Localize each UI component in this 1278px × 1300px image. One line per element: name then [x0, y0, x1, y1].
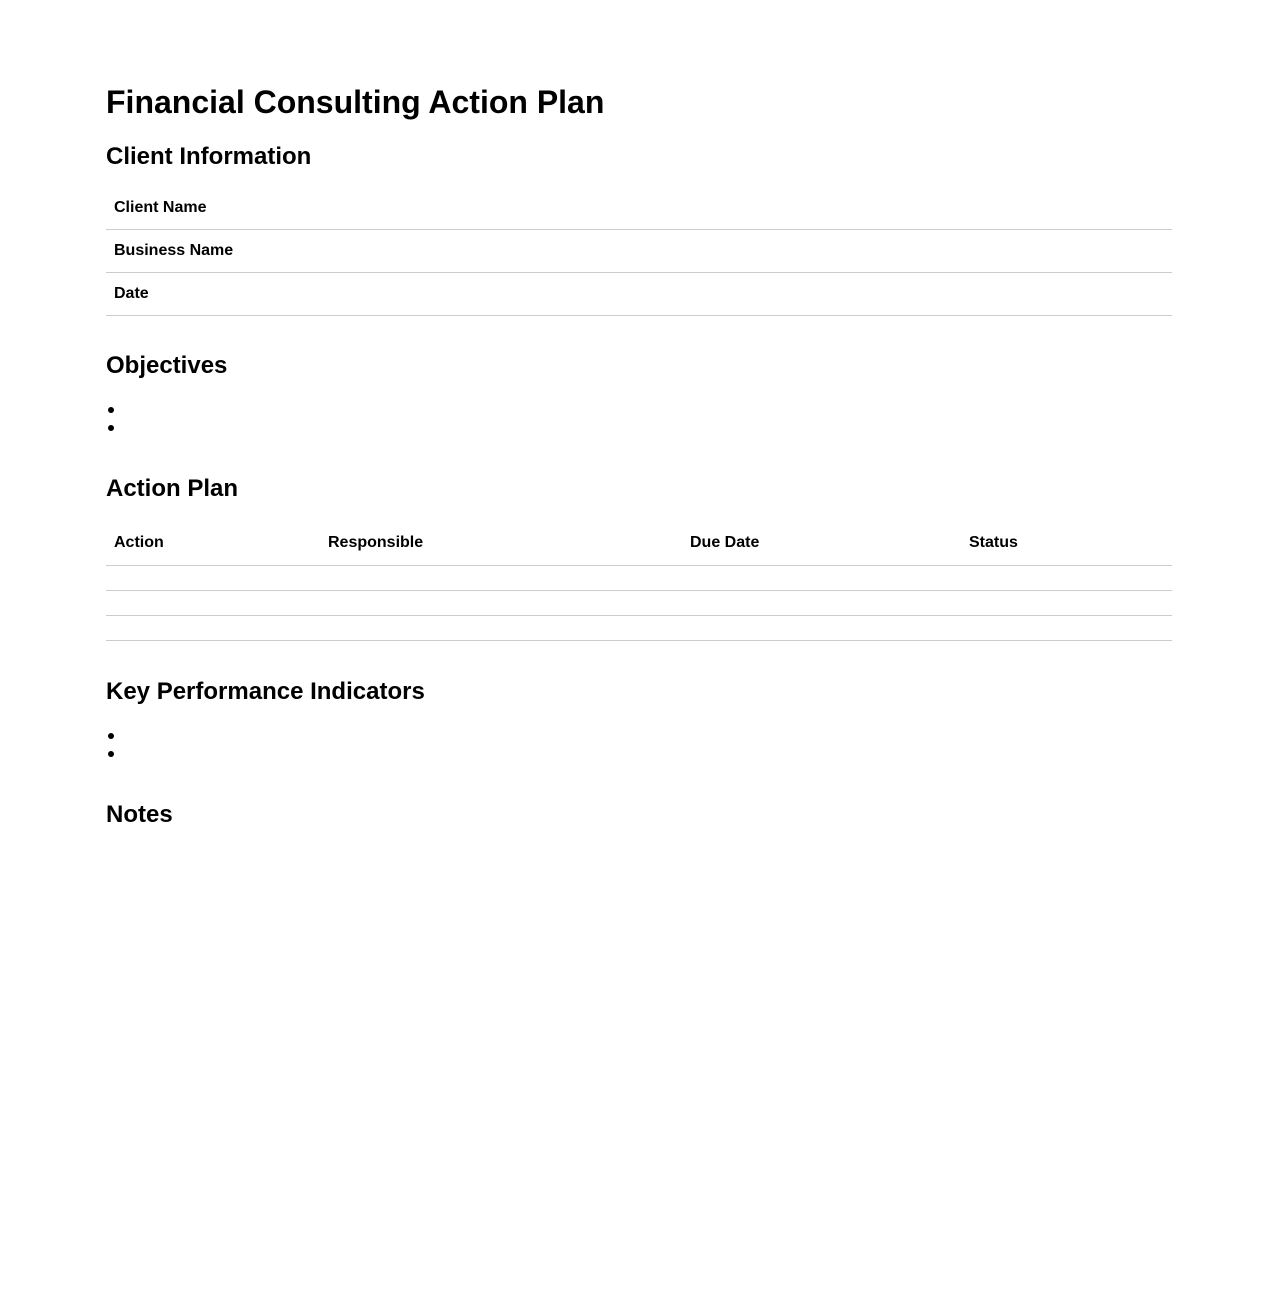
bullet-icon: [108, 425, 114, 431]
table-row: [106, 616, 1172, 641]
list-item: [106, 400, 1172, 418]
client-information-table: [106, 187, 1172, 316]
table-cell: [682, 616, 961, 641]
list-item: [106, 418, 1172, 436]
column-header-action: Action: [106, 520, 320, 566]
table-cell: [106, 566, 320, 591]
table-cell: [682, 566, 961, 591]
table-row: [106, 566, 1172, 591]
kpi-heading: Key Performance Indicators: [106, 678, 425, 705]
table-cell: [106, 591, 320, 616]
kpi-list: [106, 726, 1172, 762]
table-cell: [961, 616, 1172, 641]
action-plan-table: [106, 520, 1172, 641]
column-header-responsible: Responsible: [320, 520, 682, 566]
notes-heading: Notes: [106, 801, 173, 828]
table-cell: [320, 591, 682, 616]
column-header-due-date: Due Date: [682, 520, 961, 566]
table-cell: [320, 616, 682, 641]
table-cell: [106, 616, 320, 641]
table-row: [106, 230, 1172, 273]
document-page: [106, 0, 1172, 829]
table-row: [106, 187, 1172, 230]
table-row: [106, 591, 1172, 616]
page-title: Financial Consulting Action Plan: [106, 84, 605, 120]
column-header-status: Status: [961, 520, 1172, 566]
business-name-label: Business Name: [106, 230, 1172, 273]
bullet-icon: [108, 751, 114, 757]
list-item: [106, 726, 1172, 744]
table-header-row: [106, 520, 1172, 566]
client-information-heading: Client Information: [106, 143, 312, 170]
date-label: Date: [106, 273, 1172, 316]
objectives-heading: Objectives: [106, 352, 228, 379]
table-row: [106, 273, 1172, 316]
table-cell: [961, 566, 1172, 591]
list-item: [106, 744, 1172, 762]
table-cell: [961, 591, 1172, 616]
table-cell: [320, 566, 682, 591]
bullet-icon: [108, 407, 114, 413]
action-plan-heading: Action Plan: [106, 475, 239, 502]
bullet-icon: [108, 733, 114, 739]
objectives-list: [106, 400, 1172, 436]
table-cell: [682, 591, 961, 616]
client-name-label: Client Name: [106, 187, 1172, 230]
